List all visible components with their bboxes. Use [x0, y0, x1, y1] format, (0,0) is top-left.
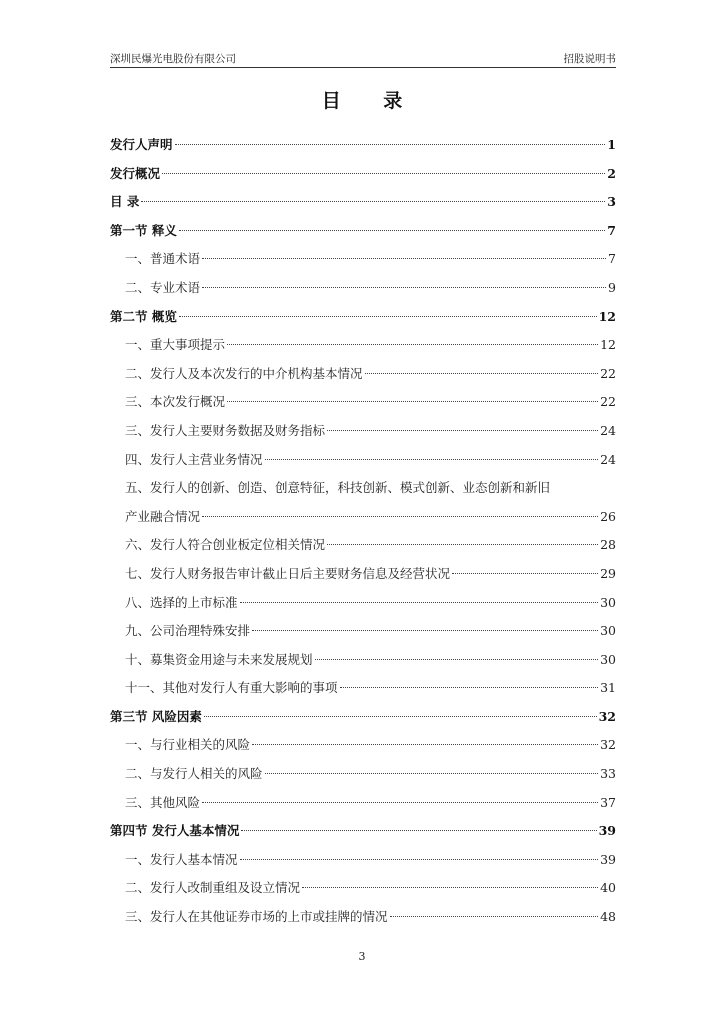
- toc-entry[interactable]: [110, 131, 616, 160]
- toc-entry-page: 39: [598, 823, 616, 839]
- toc-entry[interactable]: [110, 331, 616, 360]
- toc-entry-page: 29: [600, 565, 616, 581]
- toc-entry-label: 一、普通术语: [125, 251, 201, 267]
- toc-entry-page: 32: [600, 737, 616, 753]
- toc-entry[interactable]: [110, 417, 616, 446]
- toc-entry[interactable]: [110, 874, 616, 903]
- header-doc-type: 招股说明书: [563, 53, 616, 65]
- toc-entry[interactable]: [110, 446, 616, 475]
- toc-title: 目 录: [321, 90, 421, 112]
- toc-entry-label: 第三节 风险因素: [110, 708, 202, 724]
- toc-entry-label: 一、重大事项提示: [125, 337, 226, 353]
- header-company: 深圳民爆光电股份有限公司: [110, 53, 236, 65]
- toc-leader-dots: [240, 859, 599, 860]
- toc-entry-page: 12: [600, 337, 616, 353]
- toc-entry-page: 33: [600, 766, 616, 782]
- table-of-contents: [110, 131, 616, 932]
- toc-entry-label: 八、选择的上市标准: [125, 594, 238, 610]
- toc-entry-page: 32: [598, 708, 616, 724]
- toc-entry-page: 7: [607, 222, 616, 238]
- toc-entry-label: 三、发行人在其他证券市场的上市或挂牌的情况: [125, 909, 388, 925]
- toc-leader-dots: [204, 716, 597, 717]
- toc-entry-label: 四、发行人主营业务情况: [125, 451, 263, 467]
- toc-entry[interactable]: [110, 560, 616, 589]
- toc-entry-page: 24: [600, 422, 616, 438]
- toc-entry[interactable]: [110, 188, 616, 217]
- toc-leader-dots: [265, 773, 599, 774]
- toc-leader-dots: [315, 659, 599, 660]
- toc-entry[interactable]: [110, 617, 616, 646]
- toc-entry-label: 三、本次发行概况: [125, 394, 226, 410]
- toc-leader-dots: [390, 916, 599, 917]
- toc-entry-page: 37: [600, 794, 616, 810]
- toc-entry-page: 30: [600, 623, 616, 639]
- toc-entry-page: 3: [607, 194, 616, 210]
- toc-entry-label: 发行概况: [110, 165, 161, 181]
- toc-leader-dots: [240, 602, 599, 603]
- toc-leader-dots: [202, 516, 598, 517]
- toc-entry[interactable]: [110, 160, 616, 189]
- page-number: 3: [358, 950, 366, 963]
- toc-entry-page: 39: [600, 851, 616, 867]
- toc-entry-page: 7: [608, 251, 616, 267]
- toc-entry-page: 31: [600, 680, 616, 696]
- toc-entry[interactable]: [110, 817, 616, 846]
- toc-leader-dots: [452, 573, 598, 574]
- toc-entry-page: 9: [608, 279, 616, 295]
- toc-leader-dots: [327, 430, 598, 431]
- toc-entry[interactable]: [110, 846, 616, 875]
- page-header: [110, 53, 616, 68]
- toc-leader-dots: [162, 173, 605, 174]
- toc-entry-label: 第一节 释义: [110, 222, 177, 238]
- toc-leader-dots: [302, 887, 598, 888]
- toc-leader-dots: [241, 830, 596, 831]
- toc-entry[interactable]: [110, 674, 616, 703]
- toc-entry[interactable]: [110, 388, 616, 417]
- toc-entry-label: 七、发行人财务报告审计截止日后主要财务信息及经营状况: [125, 565, 451, 581]
- toc-leader-dots: [327, 544, 598, 545]
- toc-entry[interactable]: [110, 245, 616, 274]
- toc-entry-label: 二、发行人及本次发行的中介机构基本情况: [125, 365, 363, 381]
- toc-entry-label: 二、专业术语: [125, 279, 201, 295]
- toc-entry-page: 30: [600, 594, 616, 610]
- toc-entry-label: 第四节 发行人基本情况: [110, 823, 240, 839]
- toc-entry[interactable]: [110, 589, 616, 618]
- toc-entry[interactable]: [110, 903, 616, 932]
- toc-entry-page: 48: [600, 909, 616, 925]
- toc-leader-dots: [227, 401, 598, 402]
- toc-entry-label: 三、发行人主要财务数据及财务指标: [125, 422, 326, 438]
- toc-leader-dots: [175, 144, 606, 145]
- toc-entry[interactable]: [110, 646, 616, 675]
- toc-entry-label: 五、发行人的创新、创造、创意特征，科技创新、模式创新、业态创新和新旧: [125, 480, 551, 496]
- toc-leader-dots: [202, 287, 606, 288]
- toc-leader-dots: [265, 459, 599, 460]
- toc-entry-label: 二、与发行人相关的风险: [125, 766, 263, 782]
- toc-entry-page: 24: [600, 451, 616, 467]
- toc-entry-label: 第二节 概览: [110, 308, 177, 324]
- toc-entry-label: 九、公司治理特殊安排: [125, 623, 251, 639]
- toc-leader-dots: [365, 373, 599, 374]
- toc-entry-label: 十一、其他对发行人有重大影响的事项: [125, 680, 338, 696]
- toc-entry[interactable]: [110, 360, 616, 389]
- toc-entry[interactable]: [110, 474, 616, 503]
- toc-entry[interactable]: [110, 217, 616, 246]
- toc-entry[interactable]: [110, 731, 616, 760]
- toc-entry-label: 一、与行业相关的风险: [125, 737, 251, 753]
- toc-entry[interactable]: [110, 760, 616, 789]
- toc-entry-page: 22: [600, 365, 616, 381]
- toc-entry[interactable]: [110, 789, 616, 818]
- toc-entry-label: 发行人声明: [110, 137, 173, 152]
- toc-leader-dots: [227, 344, 598, 345]
- toc-leader-dots: [202, 802, 598, 803]
- toc-entry-page: 26: [600, 508, 616, 524]
- toc-entry-page: 30: [600, 651, 616, 667]
- toc-leader-dots: [141, 201, 605, 202]
- toc-entry[interactable]: [110, 303, 616, 332]
- toc-entry[interactable]: [110, 531, 616, 560]
- toc-entry-page: 28: [600, 537, 616, 553]
- toc-leader-dots: [202, 258, 606, 259]
- toc-entry[interactable]: [110, 503, 616, 532]
- toc-leader-dots: [340, 687, 599, 688]
- toc-entry-label: 目 录: [110, 194, 140, 210]
- toc-leader-dots: [179, 230, 605, 231]
- toc-entry-label: 产业融合情况: [125, 508, 201, 524]
- toc-entry-page: 40: [600, 880, 616, 896]
- toc-entry-label: 六、发行人符合创业板定位相关情况: [125, 537, 326, 553]
- toc-leader-dots: [252, 630, 598, 631]
- toc-entry-label: 二、发行人改制重组及设立情况: [125, 880, 301, 896]
- toc-leader-dots: [252, 744, 598, 745]
- toc-entry-label: 十、募集资金用途与未来发展规划: [125, 651, 313, 667]
- toc-entry[interactable]: [110, 274, 616, 303]
- toc-entry-label: 三、其他风险: [125, 794, 201, 810]
- toc-leader-dots: [179, 316, 597, 317]
- toc-entry[interactable]: [110, 703, 616, 732]
- toc-entry-page: 1: [607, 137, 616, 152]
- toc-entry-page: 22: [600, 394, 616, 410]
- toc-entry-page: 12: [598, 308, 616, 324]
- toc-entry-label: 一、发行人基本情况: [125, 851, 238, 867]
- toc-entry-page: 2: [607, 165, 616, 181]
